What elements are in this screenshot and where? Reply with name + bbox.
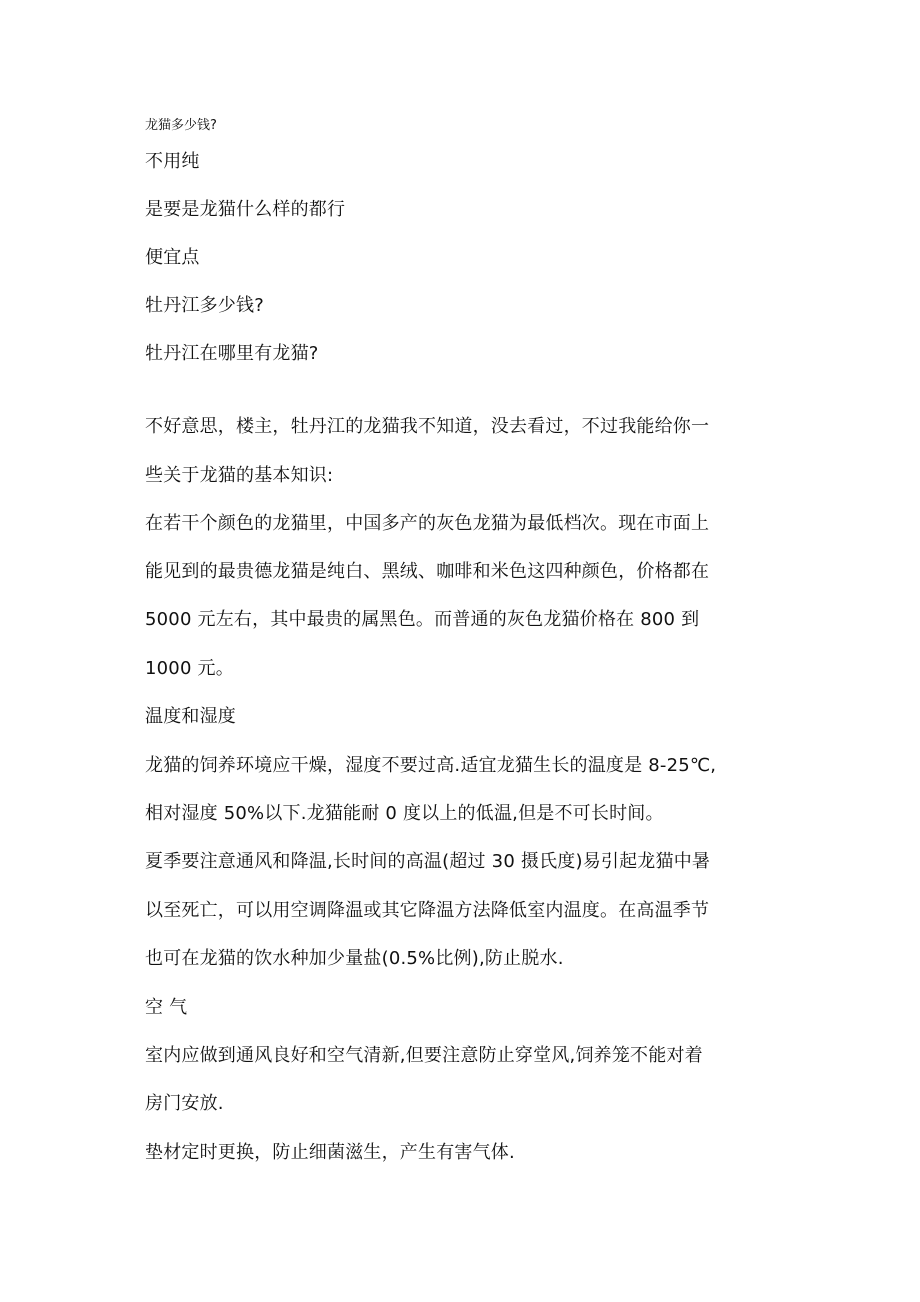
temperature-paragraph-line: 相对湿度 50%以下.龙猫能耐 0 度以上的低温,但是不可长时间。	[145, 803, 664, 824]
answer-intro-line: 不好意思，楼主，牡丹江的龙猫我不知道，没去看过，不过我能给你一	[145, 416, 710, 437]
air-paragraph-line: 室内应做到通风良好和空气清新,但要注意防止穿堂风,饲养笼不能对着	[145, 1045, 703, 1066]
temperature-paragraph-line: 龙猫的饲养环境应干燥，湿度不要过高.适宜龙猫生长的温度是 8-25℃,	[145, 755, 717, 776]
temperature-heading: 温度和湿度	[145, 706, 236, 727]
question-line: 不用纯	[145, 151, 200, 172]
price-paragraph-line: 1000 元。	[145, 658, 234, 679]
price-paragraph-line: 在若干个颜色的龙猫里，中国多产的灰色龙猫为最低档次。现在市面上	[145, 513, 710, 534]
air-heading: 空 气	[145, 997, 188, 1018]
price-paragraph-line: 5000 元左右，其中最贵的属黑色。而普通的灰色龙猫价格在 800 到	[145, 609, 700, 630]
summer-paragraph-line: 夏季要注意通风和降温,长时间的高温(超过 30 摄氏度)易引起龙猫中暑	[145, 851, 711, 872]
question-line: 牡丹江多少钱?	[145, 295, 264, 316]
price-paragraph-line: 能见到的最贵德龙猫是纯白、黑绒、咖啡和米色这四种颜色，价格都在	[145, 561, 710, 582]
air-paragraph-line: 房门安放.	[145, 1093, 224, 1114]
question-line: 牡丹江在哪里有龙猫?	[145, 343, 319, 364]
summer-paragraph-line: 以至死亡，可以用空调降温或其它降温方法降低室内温度。在高温季节	[145, 900, 710, 921]
question-line: 是要是龙猫什么样的都行	[145, 199, 346, 220]
document-title: 龙猫多少钱?	[145, 118, 217, 133]
answer-intro-line: 些关于龙猫的基本知识:	[145, 465, 334, 486]
summer-paragraph-line: 也可在龙猫的饮水种加少量盐(0.5%比例),防止脱水.	[145, 948, 564, 969]
bedding-line: 垫材定时更换，防止细菌滋生，产生有害气体.	[145, 1142, 515, 1163]
question-line: 便宜点	[145, 247, 200, 268]
